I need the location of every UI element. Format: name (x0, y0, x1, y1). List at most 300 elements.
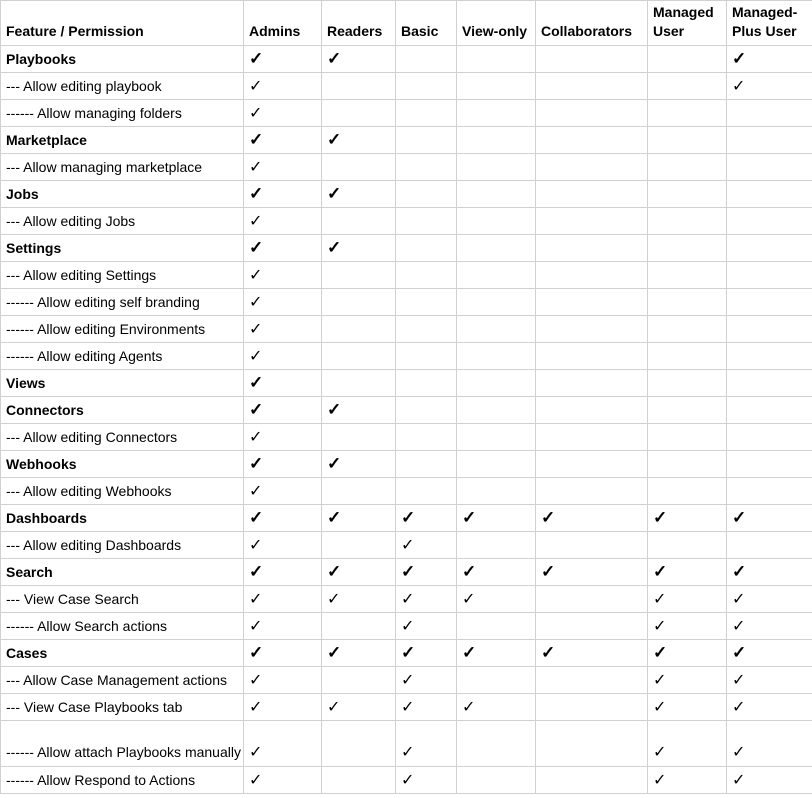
permission-cell (457, 721, 536, 767)
table-row (1, 667, 812, 694)
permission-cell (244, 289, 322, 316)
check-icon: ✓ (401, 508, 416, 527)
permission-cell (727, 478, 812, 505)
permission-cell (648, 46, 727, 73)
check-icon: ✓ (732, 78, 746, 95)
check-icon: ✓ (462, 643, 477, 662)
permission-cell (457, 559, 536, 586)
feature-label: --- View Case Playbooks tab (1, 694, 244, 721)
permission-cell (396, 640, 457, 667)
permission-cell (457, 397, 536, 424)
permission-cell (457, 532, 536, 559)
column-header-managed-user: Managed User (648, 1, 727, 46)
feature-label: --- Allow editing Dashboards (1, 532, 244, 559)
permission-cell (727, 208, 812, 235)
permission-cell (727, 154, 812, 181)
permission-cell (648, 559, 727, 586)
check-icon: ✓ (249, 483, 263, 500)
permission-cell (396, 100, 457, 127)
permission-cell (648, 154, 727, 181)
permission-cell (457, 262, 536, 289)
permission-cell (536, 397, 648, 424)
permission-cell (457, 289, 536, 316)
permission-cell (457, 767, 536, 794)
permission-cell (457, 154, 536, 181)
permission-cell (536, 767, 648, 794)
permission-cell (648, 451, 727, 478)
permission-cell (648, 73, 727, 100)
permission-cell (457, 640, 536, 667)
check-icon: ✓ (401, 744, 415, 761)
table-row (1, 613, 812, 640)
table-row (1, 208, 812, 235)
feature-label: Search (1, 559, 244, 586)
permission-cell (396, 154, 457, 181)
permission-cell (244, 100, 322, 127)
check-icon: ✓ (249, 49, 264, 68)
permission-cell (457, 208, 536, 235)
check-icon: ✓ (732, 508, 747, 527)
table-row (1, 478, 812, 505)
table-row (1, 532, 812, 559)
check-icon: ✓ (327, 591, 341, 608)
permission-cell (396, 586, 457, 613)
feature-label: --- Allow editing Settings (1, 262, 244, 289)
permission-cell (244, 694, 322, 721)
permission-cell (396, 451, 457, 478)
check-icon: ✓ (732, 744, 746, 761)
column-header-readers: Readers (322, 1, 396, 46)
check-icon: ✓ (249, 294, 263, 311)
check-icon: ✓ (249, 643, 264, 662)
permission-cell (244, 262, 322, 289)
permission-cell (396, 235, 457, 262)
permission-cell (648, 100, 727, 127)
permission-cell (244, 559, 322, 586)
permission-cell (322, 721, 396, 767)
permission-cell (244, 46, 322, 73)
permission-cell (457, 127, 536, 154)
check-icon: ✓ (732, 562, 747, 581)
permission-cell (536, 208, 648, 235)
table-row (1, 694, 812, 721)
permission-cell (648, 208, 727, 235)
permission-cell (648, 370, 727, 397)
table-row (1, 181, 812, 208)
check-icon: ✓ (327, 562, 342, 581)
permission-cell (396, 767, 457, 794)
permission-cell (536, 478, 648, 505)
permission-cell (396, 181, 457, 208)
table-row (1, 100, 812, 127)
permission-cell (536, 532, 648, 559)
check-icon: ✓ (327, 508, 342, 527)
permission-cell (244, 370, 322, 397)
permission-cell (727, 127, 812, 154)
permission-cell (244, 478, 322, 505)
permission-cell (322, 586, 396, 613)
table-row (1, 46, 812, 73)
check-icon: ✓ (249, 159, 263, 176)
permission-cell (244, 640, 322, 667)
permission-cell (396, 694, 457, 721)
permission-cell (322, 424, 396, 451)
check-icon: ✓ (462, 508, 477, 527)
permission-cell (648, 505, 727, 532)
table-row (1, 127, 812, 154)
check-icon: ✓ (249, 429, 263, 446)
check-icon: ✓ (401, 699, 415, 716)
table-row (1, 370, 812, 397)
check-icon: ✓ (327, 184, 342, 203)
permission-cell (244, 451, 322, 478)
feature-label: Connectors (1, 397, 244, 424)
permission-cell (727, 613, 812, 640)
permission-cell (244, 721, 322, 767)
permission-cell (648, 424, 727, 451)
check-icon: ✓ (249, 105, 263, 122)
permission-cell (396, 559, 457, 586)
feature-label: --- Allow editing Connectors (1, 424, 244, 451)
table-row (1, 289, 812, 316)
feature-label: Webhooks (1, 451, 244, 478)
permission-cell (727, 46, 812, 73)
permission-cell (648, 235, 727, 262)
permission-cell (648, 478, 727, 505)
check-icon: ✓ (327, 454, 342, 473)
permission-cell (396, 316, 457, 343)
check-icon: ✓ (249, 672, 263, 689)
permission-cell (322, 694, 396, 721)
permission-cell (322, 208, 396, 235)
permission-cell (648, 262, 727, 289)
permission-cell (457, 613, 536, 640)
check-icon: ✓ (541, 508, 556, 527)
permission-cell (648, 289, 727, 316)
permission-cell (244, 154, 322, 181)
check-icon: ✓ (653, 672, 667, 689)
permission-cell (536, 451, 648, 478)
table-row (1, 451, 812, 478)
permission-cell (648, 767, 727, 794)
permission-cell (536, 424, 648, 451)
permission-cell (536, 289, 648, 316)
check-icon: ✓ (541, 562, 556, 581)
permission-cell (457, 694, 536, 721)
check-icon: ✓ (653, 699, 667, 716)
permission-cell (244, 424, 322, 451)
check-icon: ✓ (249, 454, 264, 473)
check-icon: ✓ (249, 267, 263, 284)
permission-cell (648, 640, 727, 667)
permission-cell (536, 343, 648, 370)
feature-label: --- View Case Search (1, 586, 244, 613)
permission-cell (396, 208, 457, 235)
check-icon: ✓ (653, 772, 667, 789)
permission-cell (396, 424, 457, 451)
permission-cell (727, 640, 812, 667)
permission-cell (244, 667, 322, 694)
check-icon: ✓ (249, 618, 263, 635)
table-row (1, 586, 812, 613)
permission-cell (396, 127, 457, 154)
permission-cell (648, 586, 727, 613)
permission-cell (322, 767, 396, 794)
permission-cell (536, 73, 648, 100)
check-icon: ✓ (327, 643, 342, 662)
permission-cell (727, 721, 812, 767)
permission-cell (727, 667, 812, 694)
check-icon: ✓ (462, 699, 476, 716)
permission-cell (396, 532, 457, 559)
check-icon: ✓ (462, 591, 476, 608)
permission-cell (244, 235, 322, 262)
table-row (1, 73, 812, 100)
permission-cell (322, 532, 396, 559)
check-icon: ✓ (732, 49, 747, 68)
check-icon: ✓ (732, 699, 746, 716)
permission-cell (322, 478, 396, 505)
check-icon: ✓ (327, 699, 341, 716)
permission-cell (727, 586, 812, 613)
permission-cell (396, 613, 457, 640)
check-icon: ✓ (249, 238, 264, 257)
permission-cell (536, 586, 648, 613)
permission-cell (536, 154, 648, 181)
permission-cell (727, 767, 812, 794)
check-icon: ✓ (653, 618, 667, 635)
check-icon: ✓ (327, 238, 342, 257)
check-icon: ✓ (249, 184, 264, 203)
permission-cell (457, 424, 536, 451)
check-icon: ✓ (401, 562, 416, 581)
feature-label: --- Allow editing Jobs (1, 208, 244, 235)
table-row (1, 235, 812, 262)
feature-label: --- Allow managing marketplace (1, 154, 244, 181)
check-icon: ✓ (249, 508, 264, 527)
permission-cell (322, 370, 396, 397)
permission-cell (727, 370, 812, 397)
check-icon: ✓ (732, 772, 746, 789)
table-row (1, 424, 812, 451)
permission-cell (322, 154, 396, 181)
permission-cell (244, 73, 322, 100)
permission-cell (457, 370, 536, 397)
check-icon: ✓ (732, 618, 746, 635)
permission-cell (648, 181, 727, 208)
permission-cell (396, 505, 457, 532)
column-header-admins: Admins (244, 1, 322, 46)
permission-cell (457, 181, 536, 208)
permission-cell (727, 559, 812, 586)
permission-cell (727, 424, 812, 451)
check-icon: ✓ (653, 643, 668, 662)
permission-cell (727, 532, 812, 559)
table-body (1, 46, 812, 794)
permission-cell (244, 505, 322, 532)
permission-cell (457, 478, 536, 505)
permission-cell (536, 694, 648, 721)
column-header-managed-plus-user: Managed-Plus User (727, 1, 812, 46)
check-icon: ✓ (249, 699, 263, 716)
permission-cell (244, 316, 322, 343)
permission-cell (536, 262, 648, 289)
check-icon: ✓ (249, 562, 264, 581)
permission-cell (648, 343, 727, 370)
permission-cell (648, 316, 727, 343)
feature-label: --- Allow editing playbook (1, 73, 244, 100)
permission-cell (322, 559, 396, 586)
permission-cell (727, 694, 812, 721)
permission-cell (396, 343, 457, 370)
permission-cell (727, 262, 812, 289)
check-icon: ✓ (732, 591, 746, 608)
permission-cell (536, 127, 648, 154)
permission-cell (457, 316, 536, 343)
permission-cell (457, 667, 536, 694)
feature-label: --- Allow editing Webhooks (1, 478, 244, 505)
feature-label: ------ Allow editing Agents (1, 343, 244, 370)
permission-cell (396, 397, 457, 424)
check-icon: ✓ (327, 400, 342, 419)
feature-label: Marketplace (1, 127, 244, 154)
feature-label: ------ Allow Respond to Actions (1, 767, 244, 794)
table-row (1, 505, 812, 532)
permission-cell (396, 667, 457, 694)
permission-cell (536, 181, 648, 208)
permission-cell (457, 73, 536, 100)
check-icon: ✓ (462, 562, 477, 581)
permission-cell (536, 316, 648, 343)
permission-cell (244, 208, 322, 235)
permission-cell (457, 100, 536, 127)
feature-label: ------ Allow editing Environments (1, 316, 244, 343)
permission-cell (396, 262, 457, 289)
permission-cell (322, 127, 396, 154)
permission-cell (244, 397, 322, 424)
permission-cell (457, 586, 536, 613)
check-icon: ✓ (401, 772, 415, 789)
check-icon: ✓ (653, 591, 667, 608)
permission-cell (457, 46, 536, 73)
check-icon: ✓ (401, 591, 415, 608)
header-row (1, 1, 812, 46)
check-icon: ✓ (653, 744, 667, 761)
permission-cell (322, 235, 396, 262)
permission-cell (536, 235, 648, 262)
check-icon: ✓ (249, 213, 263, 230)
check-icon: ✓ (249, 591, 263, 608)
permission-cell (727, 181, 812, 208)
permission-cell (322, 316, 396, 343)
permission-cell (244, 613, 322, 640)
feature-label: ------ Allow Search actions (1, 613, 244, 640)
feature-label: ------ Allow editing self branding (1, 289, 244, 316)
permission-cell (727, 316, 812, 343)
permission-cell (244, 181, 322, 208)
table-row (1, 767, 812, 794)
permission-cell (536, 721, 648, 767)
permission-cell (648, 721, 727, 767)
table-row (1, 397, 812, 424)
table-row (1, 640, 812, 667)
feature-label: --- Allow Case Management actions (1, 667, 244, 694)
check-icon: ✓ (401, 643, 416, 662)
column-header-basic: Basic (396, 1, 457, 46)
column-header-view-only: View-only (457, 1, 536, 46)
check-icon: ✓ (249, 78, 263, 95)
permission-cell (244, 532, 322, 559)
permission-cell (648, 127, 727, 154)
check-icon: ✓ (327, 49, 342, 68)
check-icon: ✓ (249, 321, 263, 338)
permission-cell (727, 235, 812, 262)
feature-label: Dashboards (1, 505, 244, 532)
permission-cell (648, 667, 727, 694)
permission-cell (322, 640, 396, 667)
permission-cell (396, 73, 457, 100)
permission-cell (396, 721, 457, 767)
feature-label: Cases (1, 640, 244, 667)
feature-label: Settings (1, 235, 244, 262)
feature-label: Views (1, 370, 244, 397)
check-icon: ✓ (732, 643, 747, 662)
check-icon: ✓ (327, 130, 342, 149)
permission-cell (536, 613, 648, 640)
permission-cell (322, 100, 396, 127)
check-icon: ✓ (249, 772, 263, 789)
feature-label: Jobs (1, 181, 244, 208)
permission-cell (727, 289, 812, 316)
permission-cell (322, 397, 396, 424)
permission-cell (536, 46, 648, 73)
table-row (1, 343, 812, 370)
permission-cell (244, 586, 322, 613)
permission-cell (457, 235, 536, 262)
permission-cell (322, 262, 396, 289)
check-icon: ✓ (541, 643, 556, 662)
check-icon: ✓ (401, 537, 415, 554)
permission-cell (396, 289, 457, 316)
check-icon: ✓ (401, 618, 415, 635)
permission-cell (536, 640, 648, 667)
permission-cell (536, 100, 648, 127)
permission-cell (536, 559, 648, 586)
check-icon: ✓ (653, 562, 668, 581)
check-icon: ✓ (249, 400, 264, 419)
permission-cell (244, 767, 322, 794)
check-icon: ✓ (249, 744, 263, 761)
table-row (1, 316, 812, 343)
permission-cell (244, 127, 322, 154)
permission-cell (396, 370, 457, 397)
permission-cell (727, 451, 812, 478)
permission-cell (727, 73, 812, 100)
feature-label: ------ Allow attach Playbooks manually (1, 721, 244, 767)
check-icon: ✓ (249, 373, 264, 392)
permission-cell (727, 397, 812, 424)
permission-cell (244, 343, 322, 370)
permission-cell (322, 343, 396, 370)
check-icon: ✓ (401, 672, 415, 689)
permission-cell (322, 46, 396, 73)
permission-cell (536, 667, 648, 694)
permission-cell (322, 667, 396, 694)
feature-label: Playbooks (1, 46, 244, 73)
check-icon: ✓ (249, 348, 263, 365)
permission-cell (648, 694, 727, 721)
check-icon: ✓ (249, 537, 263, 554)
